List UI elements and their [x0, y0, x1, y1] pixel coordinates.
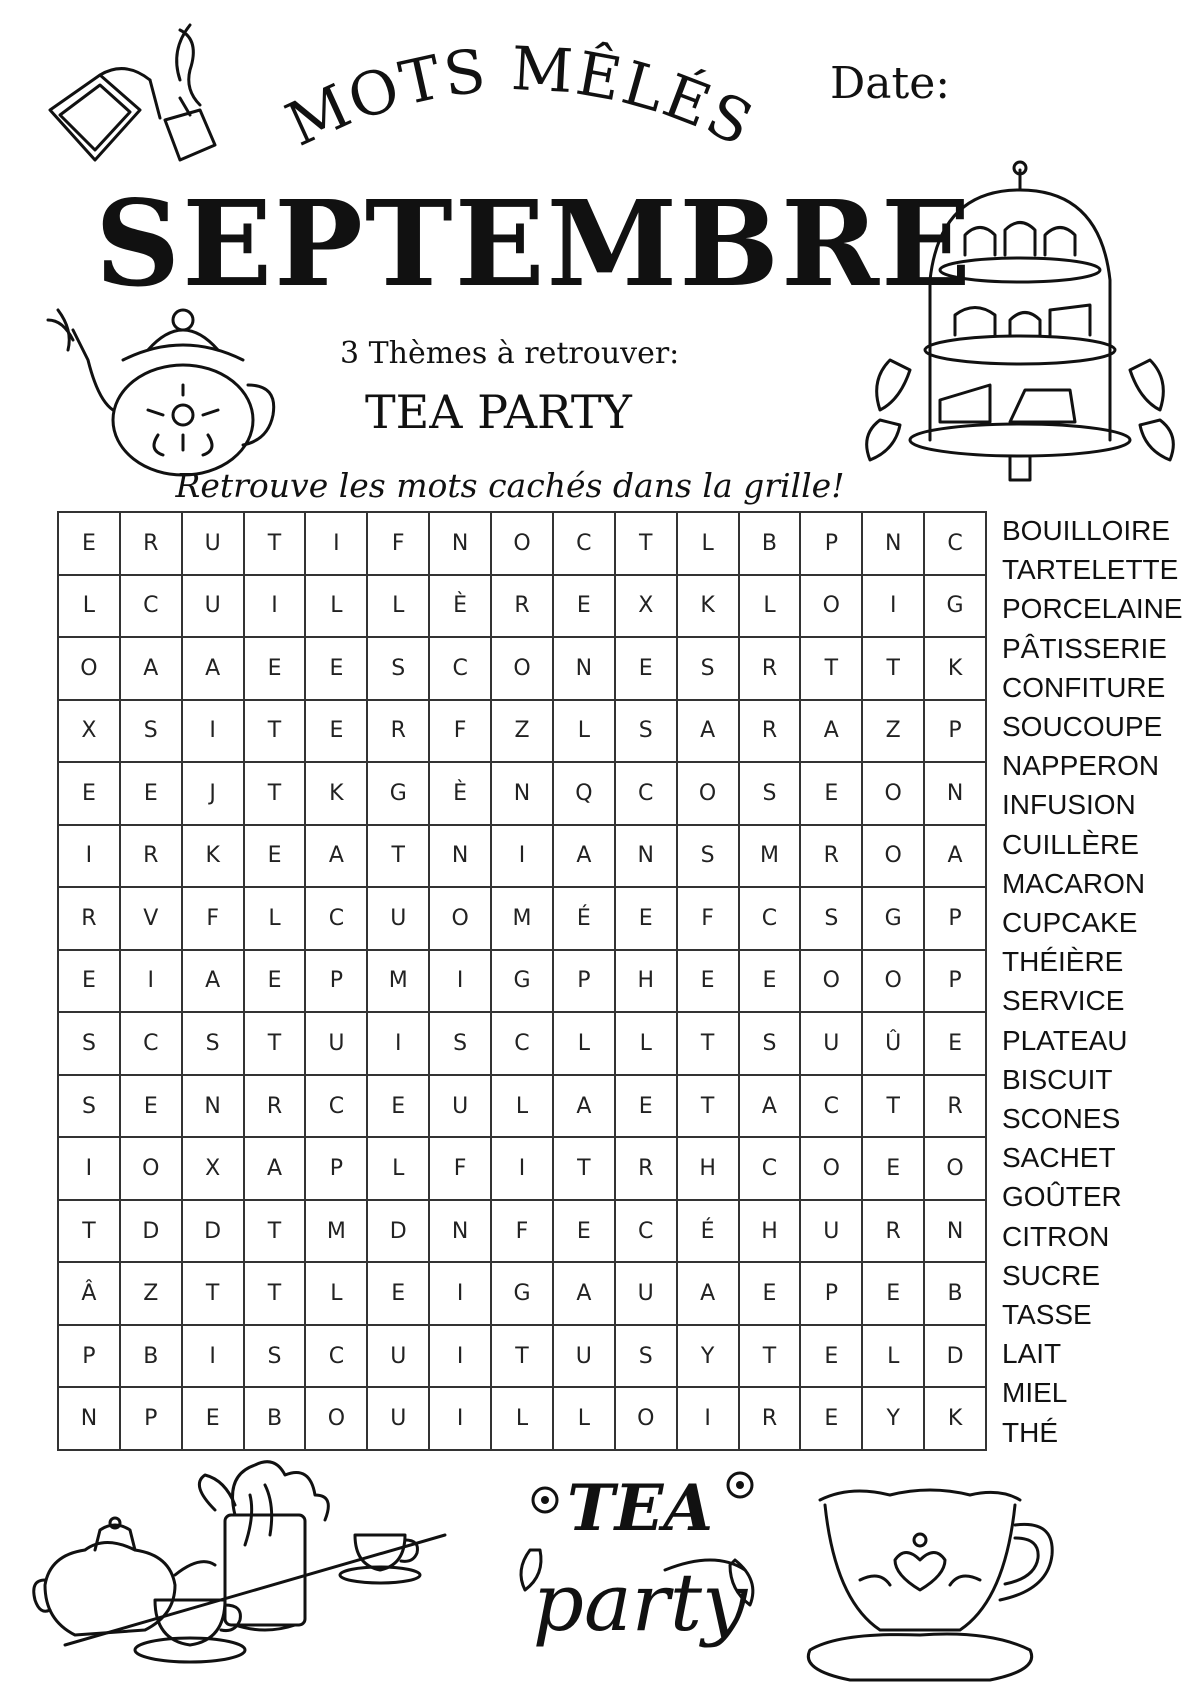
grid-cell[interactable]: Q [554, 763, 616, 826]
grid-cell[interactable]: E [183, 1388, 245, 1451]
grid-cell[interactable]: É [554, 888, 616, 951]
grid-cell[interactable]: E [245, 826, 307, 889]
grid-cell[interactable]: O [121, 1138, 183, 1201]
grid-cell[interactable]: O [801, 576, 863, 639]
grid-cell[interactable]: H [616, 951, 678, 1014]
grid-cell[interactable]: S [801, 888, 863, 951]
grid-cell[interactable]: T [678, 1013, 740, 1076]
grid-cell[interactable]: R [121, 826, 183, 889]
word-list-item: PLATEAU [1002, 1024, 1128, 1056]
grid-cell[interactable]: U [616, 1263, 678, 1326]
grid-cell[interactable]: O [678, 763, 740, 826]
teacup-icon [790, 1480, 1060, 1690]
grid-cell[interactable]: E [121, 763, 183, 826]
grid-cell[interactable]: D [121, 1201, 183, 1264]
grid-cell[interactable]: C [616, 1201, 678, 1264]
grid-cell[interactable]: U [183, 576, 245, 639]
grid-cell[interactable]: O [801, 951, 863, 1014]
grid-cell[interactable]: I [492, 826, 554, 889]
grid-cell[interactable]: C [492, 1013, 554, 1076]
grid-cell[interactable]: O [863, 763, 925, 826]
grid-cell[interactable]: I [678, 1388, 740, 1451]
grid-cell[interactable]: P [554, 951, 616, 1014]
grid-cell[interactable]: G [492, 1263, 554, 1326]
grid-cell[interactable]: T [801, 638, 863, 701]
grid-cell[interactable]: K [306, 763, 368, 826]
word-list-item: SERVICE [1002, 985, 1125, 1017]
grid-cell[interactable]: G [925, 576, 987, 639]
grid-cell[interactable]: U [368, 1326, 430, 1389]
word-list-item: TARTELETTE [1002, 554, 1179, 586]
grid-cell[interactable]: E [678, 951, 740, 1014]
grid-cell[interactable]: L [616, 1013, 678, 1076]
grid-cell[interactable]: R [863, 1201, 925, 1264]
grid-cell[interactable]: T [678, 1076, 740, 1139]
grid-cell[interactable]: M [740, 826, 802, 889]
word-list-item: CITRON [1002, 1220, 1110, 1252]
grid-cell[interactable]: C [306, 888, 368, 951]
grid-cell[interactable]: O [59, 638, 121, 701]
logo-line-2: party [532, 1556, 748, 1649]
grid-cell[interactable]: H [740, 1201, 802, 1264]
tea-party-logo [515, 1460, 765, 1700]
grid-cell[interactable]: L [245, 888, 307, 951]
grid-cell[interactable]: U [368, 888, 430, 951]
grid-cell[interactable]: Y [863, 1388, 925, 1451]
grid-cell[interactable]: N [554, 638, 616, 701]
grid-cell[interactable]: C [430, 638, 492, 701]
word-list-item: TASSE [1002, 1299, 1092, 1331]
grid-cell[interactable]: L [306, 1263, 368, 1326]
word-list-item: SACHET [1002, 1142, 1116, 1174]
grid-cell[interactable]: Z [492, 701, 554, 764]
grid-cell[interactable]: S [183, 1013, 245, 1076]
grid-cell[interactable]: P [306, 951, 368, 1014]
grid-cell[interactable]: T [616, 513, 678, 576]
grid-cell[interactable]: S [430, 1013, 492, 1076]
grid-cell[interactable]: P [925, 951, 987, 1014]
grid-cell[interactable]: È [430, 763, 492, 826]
grid-cell[interactable]: N [59, 1388, 121, 1451]
grid-cell[interactable]: I [306, 513, 368, 576]
grid-cell[interactable]: K [183, 826, 245, 889]
theme-name: TEA PARTY [365, 385, 632, 439]
grid-cell[interactable]: R [925, 1076, 987, 1139]
grid-cell[interactable]: L [368, 1138, 430, 1201]
themes-label: 3 Thèmes à retrouver: [340, 336, 680, 371]
instructions: Retrouve les mots cachés dans la grille! [175, 466, 845, 505]
grid-cell[interactable]: C [801, 1076, 863, 1139]
grid-cell[interactable]: I [183, 1326, 245, 1389]
grid-cell[interactable]: L [740, 576, 802, 639]
grid-cell[interactable]: U [801, 1013, 863, 1076]
grid-cell[interactable]: C [121, 1013, 183, 1076]
grid-cell[interactable]: E [245, 638, 307, 701]
grid-cell[interactable]: N [492, 763, 554, 826]
word-list-item: LAIT [1002, 1338, 1062, 1370]
grid-cell[interactable]: R [492, 576, 554, 639]
grid-cell[interactable]: S [245, 1326, 307, 1389]
grid-cell[interactable]: L [492, 1388, 554, 1451]
grid-cell[interactable]: R [368, 701, 430, 764]
grid-cell[interactable]: A [678, 701, 740, 764]
tea-bags-icon [40, 20, 240, 190]
grid-cell[interactable]: C [616, 763, 678, 826]
grid-cell[interactable]: E [616, 638, 678, 701]
word-list-item: BOUILLOIRE [1002, 515, 1171, 546]
grid-cell[interactable]: T [863, 1076, 925, 1139]
grid-cell[interactable]: T [59, 1201, 121, 1264]
grid-cell[interactable]: C [925, 513, 987, 576]
grid-cell[interactable]: V [121, 888, 183, 951]
grid-cell[interactable]: T [183, 1263, 245, 1326]
grid-cell[interactable]: S [740, 1013, 802, 1076]
grid-cell[interactable]: I [492, 1138, 554, 1201]
grid-cell[interactable]: L [678, 513, 740, 576]
grid-cell[interactable]: S [59, 1013, 121, 1076]
grid-cell[interactable]: H [678, 1138, 740, 1201]
grid-cell[interactable]: C [740, 888, 802, 951]
grid-cell[interactable]: T [740, 1326, 802, 1389]
grid-cell[interactable]: I [430, 1388, 492, 1451]
grid-cell[interactable]: C [121, 576, 183, 639]
grid-cell[interactable]: I [430, 951, 492, 1014]
word-list-item: PÂTISSERIE [1002, 632, 1167, 664]
grid-cell[interactable]: A [183, 951, 245, 1014]
date-label: Date: [830, 58, 951, 109]
grid-cell[interactable]: E [121, 1076, 183, 1139]
grid-cell[interactable]: A [183, 638, 245, 701]
grid-cell[interactable]: E [801, 1388, 863, 1451]
grid-cell[interactable]: E [863, 1263, 925, 1326]
grid-cell[interactable]: S [678, 638, 740, 701]
grid-cell[interactable]: A [245, 1138, 307, 1201]
grid-cell[interactable]: A [306, 826, 368, 889]
teapot-icon [28, 290, 278, 480]
word-list-item: INFUSION [1002, 789, 1136, 821]
grid-cell[interactable]: B [121, 1326, 183, 1389]
grid-cell[interactable]: I [59, 826, 121, 889]
grid-cell[interactable]: T [245, 513, 307, 576]
grid-cell[interactable]: C [554, 513, 616, 576]
grid-cell[interactable]: A [554, 1076, 616, 1139]
grid-cell[interactable]: È [430, 576, 492, 639]
grid-cell[interactable]: E [306, 638, 368, 701]
word-list-item: SUCRE [1002, 1259, 1101, 1291]
grid-cell[interactable]: Z [121, 1263, 183, 1326]
grid-cell[interactable]: E [368, 1263, 430, 1326]
grid-cell[interactable]: O [492, 638, 554, 701]
grid-cell[interactable]: N [430, 513, 492, 576]
grid-cell[interactable]: S [368, 638, 430, 701]
grid-cell[interactable]: M [492, 888, 554, 951]
grid-cell[interactable]: O [616, 1388, 678, 1451]
grid-cell[interactable]: X [59, 701, 121, 764]
word-list-item: THÉIÈRE [1002, 946, 1124, 978]
word-list-item: CUILLÈRE [1002, 828, 1139, 860]
word-grid [57, 511, 987, 1451]
grid-cell[interactable]: K [678, 576, 740, 639]
grid-cell[interactable]: Y [678, 1326, 740, 1389]
grid-cell[interactable]: U [801, 1201, 863, 1264]
grid-cell[interactable]: S [616, 701, 678, 764]
grid-cell[interactable]: E [306, 701, 368, 764]
grid-cell[interactable]: O [925, 1138, 987, 1201]
grid-cell[interactable]: E [245, 951, 307, 1014]
grid-cell[interactable]: T [245, 1263, 307, 1326]
grid-cell[interactable]: O [863, 951, 925, 1014]
word-list-item: MIEL [1002, 1377, 1068, 1409]
word-list-item: MACARON [1002, 867, 1146, 899]
grid-cell[interactable]: X [183, 1138, 245, 1201]
grid-cell[interactable]: A [121, 638, 183, 701]
grid-cell[interactable]: E [740, 1263, 802, 1326]
grid-cell[interactable]: L [368, 576, 430, 639]
grid-cell[interactable]: N [925, 763, 987, 826]
grid-cell[interactable]: L [863, 1326, 925, 1389]
grid-cell[interactable]: R [121, 513, 183, 576]
grid-cell[interactable]: E [863, 1138, 925, 1201]
grid-cell[interactable]: P [121, 1388, 183, 1451]
grid-cell[interactable]: I [368, 1013, 430, 1076]
grid-cell[interactable]: M [306, 1201, 368, 1264]
grid-cell[interactable]: E [925, 1013, 987, 1076]
grid-cell[interactable]: R [616, 1138, 678, 1201]
grid-cell[interactable]: Â [59, 1263, 121, 1326]
grid-cell[interactable]: S [59, 1076, 121, 1139]
grid-cell[interactable]: P [925, 701, 987, 764]
grid-cell[interactable]: L [492, 1076, 554, 1139]
grid-cell[interactable]: E [801, 763, 863, 826]
grid-cell[interactable]: T [245, 701, 307, 764]
grid-cell[interactable]: E [801, 1326, 863, 1389]
word-list-item: CONFITURE [1002, 671, 1166, 703]
word-list-item: SCONES [1002, 1103, 1121, 1135]
grid-cell[interactable]: S [740, 763, 802, 826]
word-list-item: PORCELAINE [1002, 593, 1183, 625]
grid-cell[interactable]: A [554, 1263, 616, 1326]
grid-cell[interactable]: O [306, 1388, 368, 1451]
grid-cell[interactable]: I [430, 1326, 492, 1389]
grid-cell[interactable]: E [740, 951, 802, 1014]
grid-cell[interactable]: I [121, 951, 183, 1014]
word-list [1002, 511, 1183, 1452]
grid-cell[interactable]: D [183, 1201, 245, 1264]
grid-cell[interactable]: B [925, 1263, 987, 1326]
grid-cell[interactable]: S [616, 1326, 678, 1389]
grid-cell[interactable]: T [245, 1201, 307, 1264]
grid-cell[interactable]: N [183, 1076, 245, 1139]
month-title: SEPTEMBRE [95, 174, 973, 313]
grid-cell[interactable]: F [368, 513, 430, 576]
grid-cell[interactable]: T [554, 1138, 616, 1201]
word-list-item: BISCUIT [1002, 1063, 1113, 1095]
title-arc-text: MOTS MÊLÉS [276, 33, 765, 161]
grid-cell[interactable]: G [492, 951, 554, 1014]
grid-cell[interactable]: A [801, 701, 863, 764]
grid-cell[interactable]: T [368, 826, 430, 889]
grid-cell[interactable]: T [245, 763, 307, 826]
grid-cell[interactable]: N [616, 826, 678, 889]
grid-cell[interactable]: I [430, 1263, 492, 1326]
word-list-item: CUPCAKE [1002, 907, 1138, 939]
cake-stand-icon [860, 160, 1180, 490]
grid-cell[interactable]: R [740, 701, 802, 764]
grid-cell[interactable]: P [801, 513, 863, 576]
grid-cell[interactable]: N [925, 1201, 987, 1264]
grid-cell[interactable]: O [801, 1138, 863, 1201]
word-list-item: THÉ [1002, 1416, 1058, 1448]
tea-table-scene-icon [25, 1455, 465, 1695]
grid-cell[interactable]: R [59, 888, 121, 951]
grid-cell[interactable]: B [245, 1388, 307, 1451]
grid-cell[interactable]: I [59, 1138, 121, 1201]
grid-cell[interactable]: E [59, 763, 121, 826]
grid-cell[interactable]: N [863, 513, 925, 576]
grid-cell[interactable]: I [245, 576, 307, 639]
grid-cell[interactable]: D [368, 1201, 430, 1264]
grid-cell[interactable]: J [183, 763, 245, 826]
grid-cell[interactable]: R [740, 638, 802, 701]
grid-cell[interactable]: P [59, 1326, 121, 1389]
grid-cell[interactable]: N [430, 1201, 492, 1264]
grid-cell[interactable]: S [121, 701, 183, 764]
grid-cell[interactable]: D [925, 1326, 987, 1389]
grid-cell[interactable]: F [183, 888, 245, 951]
grid-cell[interactable]: A [925, 826, 987, 889]
grid-cell[interactable]: L [554, 1388, 616, 1451]
word-list-item: SOUCOUPE [1002, 711, 1163, 743]
grid-cell[interactable]: L [554, 1013, 616, 1076]
grid-cell[interactable]: B [740, 513, 802, 576]
grid-cell[interactable]: U [306, 1013, 368, 1076]
grid-cell[interactable]: É [678, 1201, 740, 1264]
grid-cell[interactable]: U [554, 1326, 616, 1389]
grid-cell[interactable]: T [492, 1326, 554, 1389]
grid-cell[interactable]: T [863, 638, 925, 701]
grid-cell[interactable]: E [368, 1076, 430, 1139]
grid-cell[interactable]: F [430, 1138, 492, 1201]
word-list-item: NAPPERON [1002, 750, 1160, 782]
grid-cell[interactable]: L [59, 576, 121, 639]
grid-cell[interactable]: O [430, 888, 492, 951]
grid-cell[interactable]: F [430, 701, 492, 764]
grid-cell[interactable]: P [306, 1138, 368, 1201]
grid-cell[interactable]: E [59, 951, 121, 1014]
grid-cell[interactable]: Z [863, 701, 925, 764]
grid-cell[interactable]: E [554, 1201, 616, 1264]
grid-cell[interactable]: P [801, 1263, 863, 1326]
grid-cell[interactable]: A [740, 1076, 802, 1139]
grid-cell[interactable]: U [430, 1076, 492, 1139]
word-list-item: GOÛTER [1002, 1181, 1122, 1213]
grid-cell[interactable]: M [368, 951, 430, 1014]
grid-cell[interactable]: X [616, 576, 678, 639]
grid-cell[interactable]: R [801, 826, 863, 889]
grid-cell[interactable]: G [368, 763, 430, 826]
grid-cell[interactable]: E [554, 576, 616, 639]
grid-cell[interactable]: K [925, 1388, 987, 1451]
grid-cell[interactable]: P [925, 888, 987, 951]
grid-cell[interactable]: S [678, 826, 740, 889]
grid-cell[interactable]: L [306, 576, 368, 639]
grid-cell[interactable]: A [554, 826, 616, 889]
grid-cell[interactable]: O [863, 826, 925, 889]
grid-cell[interactable]: U [368, 1388, 430, 1451]
grid-cell[interactable]: C [740, 1138, 802, 1201]
grid-cell[interactable]: E [59, 513, 121, 576]
grid-cell[interactable]: T [245, 1013, 307, 1076]
logo-line-1: TEA [566, 1471, 714, 1546]
grid-cell[interactable]: F [678, 888, 740, 951]
grid-cell[interactable]: Û [863, 1013, 925, 1076]
grid-cell[interactable]: I [183, 701, 245, 764]
grid-cell[interactable]: A [678, 1263, 740, 1326]
grid-cell[interactable]: G [863, 888, 925, 951]
grid-cell[interactable]: O [492, 513, 554, 576]
grid-cell[interactable]: E [616, 1076, 678, 1139]
grid-cell[interactable]: C [306, 1076, 368, 1139]
grid-cell[interactable]: L [554, 701, 616, 764]
grid-cell[interactable]: C [306, 1326, 368, 1389]
grid-cell[interactable]: R [740, 1388, 802, 1451]
grid-cell[interactable]: R [245, 1076, 307, 1139]
grid-cell[interactable]: N [430, 826, 492, 889]
grid-cell[interactable]: K [925, 638, 987, 701]
grid-cell[interactable]: I [863, 576, 925, 639]
grid-cell[interactable]: E [616, 888, 678, 951]
grid-cell[interactable]: F [492, 1201, 554, 1264]
grid-cell[interactable]: U [183, 513, 245, 576]
